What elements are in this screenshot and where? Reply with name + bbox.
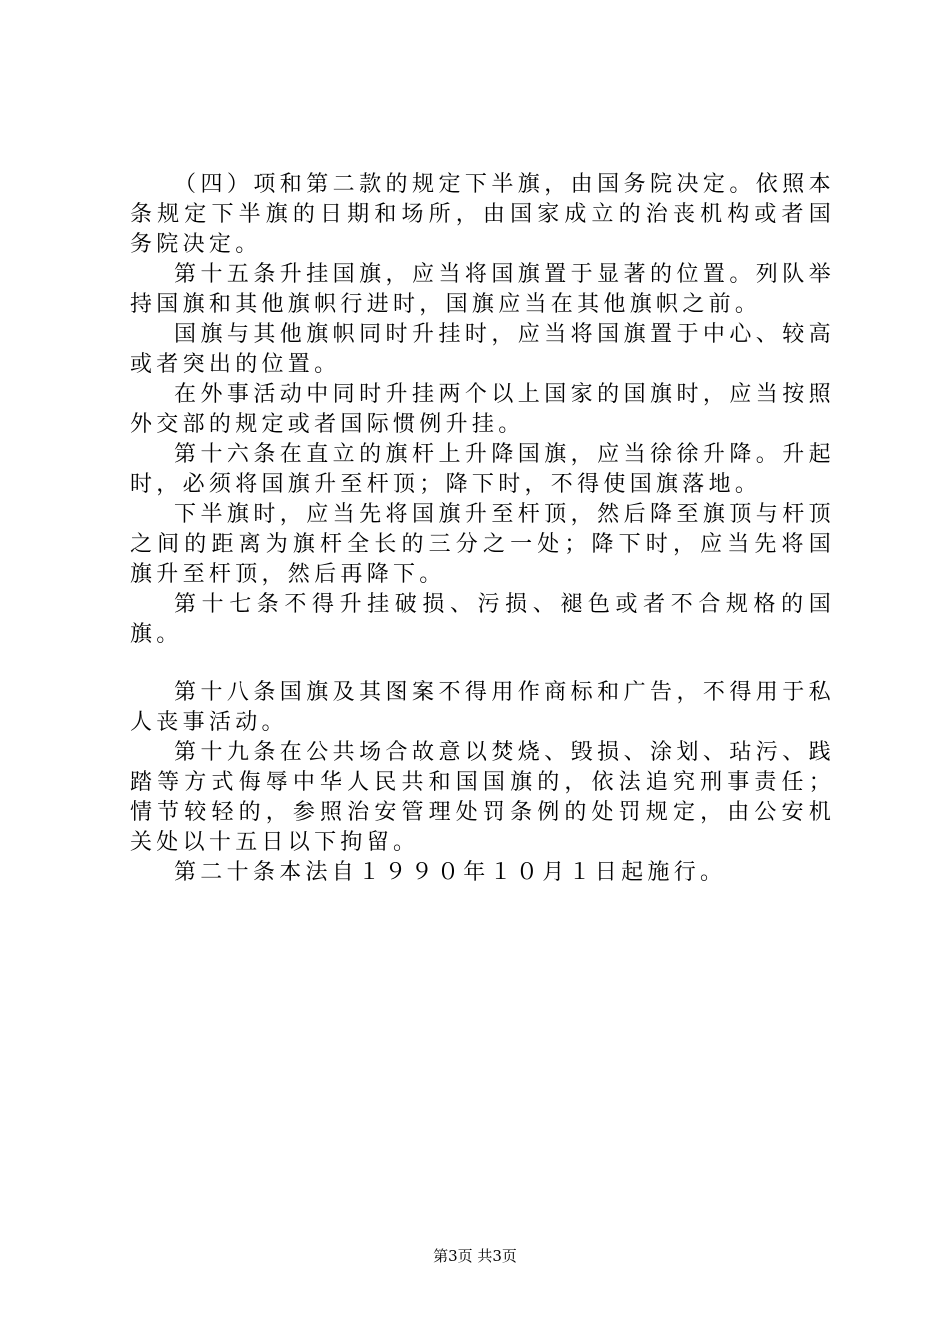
paragraph-2: 第十五条升挂国旗，应当将国旗置于显著的位置。列队举持国旗和其他旗帜行进时，国旗应当在其他旗帜之前。 [130,262,835,317]
paragraph-5: 第十六条在直立的旗杆上升降国旗，应当徐徐升降。升起时，必须将国旗升至杆顶；降下时，不得使国旗落地。 [130,442,835,497]
paragraph-10: 第二十条本法自１９９０年１０月１日起施行。 [174,860,727,885]
document-body [130,170,835,888]
paragraph-1: （四）项和第二款的规定下半旗，由国务院决定。依照本条规定下半旗的日期和场所，由国家成立的治丧机构或者国务院决定。 [130,172,835,257]
paragraph-6: 下半旗时，应当先将国旗升至杆顶，然后降至旗顶与杆顶之间的距离为旗杆全长的三分之一处；降下时，应当先将国旗升至杆顶，然后再降下。 [130,502,835,587]
paragraph-9: 第十九条在公共场合故意以焚烧、毁损、涂划、玷污、践踏等方式侮辱中华人民共和国国旗的，依法追究刑事责任；情节较轻的，参照治安管理处罚条例的处罚规定，由公安机关处以十五日以下拘留。 [130,740,835,855]
paragraph-8: 第十八条国旗及其图案不得用作商标和广告，不得用于私人丧事活动。 [130,680,835,735]
page-number: 第3页 共3页 [433,1247,517,1265]
paragraph-4: 在外事活动中同时升挂两个以上国家的国旗时，应当按照外交部的规定或者国际惯例升挂。 [130,382,835,437]
paragraph-7: 第十七条不得升挂破损、污损、褪色或者不合规格的国旗。 [130,592,835,647]
paragraph-3: 国旗与其他旗帜同时升挂时，应当将国旗置于中心、较高或者突出的位置。 [130,322,835,377]
